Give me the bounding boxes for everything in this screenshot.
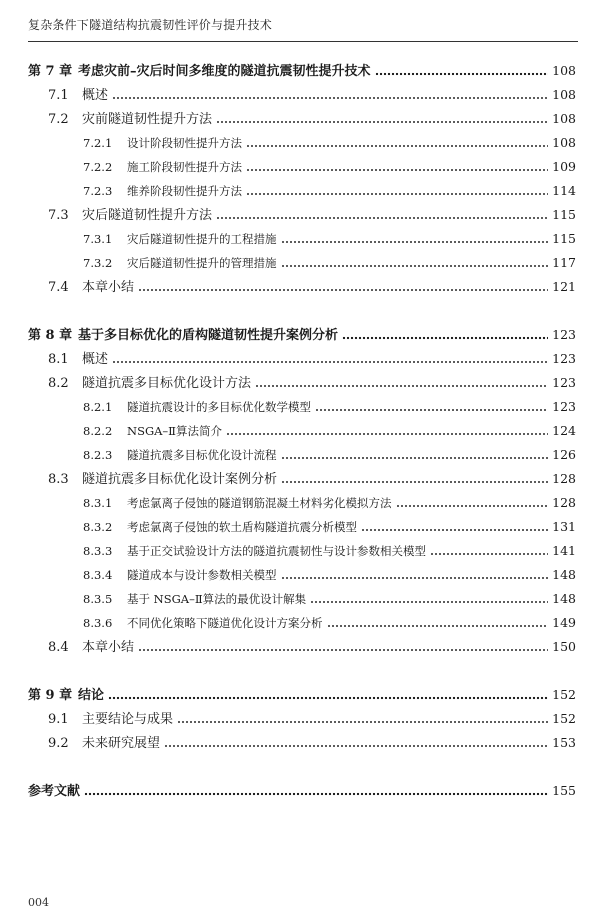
toc-entry-title: 概述	[82, 88, 109, 103]
toc-entry-title: 考虑氯离子侵蚀的软土盾构隧道抗震分析模型	[127, 520, 357, 534]
toc-page-number: 117	[552, 255, 576, 270]
toc-page-number: 141	[552, 543, 576, 558]
toc-page-number: 131	[552, 519, 576, 534]
toc-page-number: 128	[552, 471, 576, 486]
toc-entry-number: 8.3.5	[83, 592, 113, 606]
toc-page-number: 123	[552, 351, 576, 366]
toc-entry-number: 8.2.2	[83, 424, 113, 438]
toc-section-entry[interactable]	[48, 638, 576, 656]
toc-section-entry[interactable]	[48, 206, 576, 224]
toc-section-entry[interactable]	[48, 86, 576, 104]
toc-entry-title: 概述	[82, 352, 109, 367]
toc-entry-number: 9.2	[48, 736, 69, 751]
toc-dot-leader	[281, 576, 549, 580]
toc-dot-leader	[375, 72, 549, 76]
toc-dot-leader	[112, 96, 548, 100]
toc-dot-leader	[281, 456, 549, 460]
toc-page-number: 115	[552, 231, 576, 246]
toc-page-number: 124	[552, 423, 576, 438]
toc-entry-title: 施工阶段韧性提升方法	[127, 160, 242, 174]
toc-page-number: 109	[552, 159, 576, 174]
toc-entry-title: 隧道抗震多目标优化设计案例分析	[82, 472, 278, 487]
toc-chapter-entry[interactable]	[28, 326, 576, 344]
toc-entry-title: 灾后隧道韧性提升的工程措施	[127, 232, 277, 246]
toc-entry-number: 7.4	[48, 280, 69, 295]
toc-chapter-entry[interactable]	[28, 62, 576, 80]
toc-entry-title: 维养阶段韧性提升方法	[127, 184, 242, 198]
toc-entry-number: 8.1	[48, 352, 69, 367]
toc-subsection-entry[interactable]	[83, 590, 576, 608]
toc-dot-leader	[281, 264, 549, 268]
toc-entry-title: 未来研究展望	[82, 736, 161, 751]
toc-dot-leader	[246, 144, 548, 148]
toc-entry-number: 9.1	[48, 712, 69, 727]
toc-entry-title: 基于 NSGA–Ⅱ算法的最优设计解集	[127, 592, 307, 606]
toc-dot-leader	[112, 360, 548, 364]
toc-entry-title: 隧道抗震设计的多目标优化数学模型	[127, 400, 311, 414]
toc-entry-title: 设计阶段韧性提升方法	[127, 136, 242, 150]
toc-entry-title: 隧道抗震多目标优化设计流程	[127, 448, 277, 462]
toc-page-number: 114	[552, 183, 576, 198]
toc-section-entry[interactable]	[48, 374, 576, 392]
toc-entry-title: 基于正交试验设计方法的隧道抗震韧性与设计参数相关模型	[127, 544, 426, 558]
toc-dot-leader	[246, 192, 548, 196]
toc-page-number: 148	[552, 591, 576, 606]
toc-entry-title: NSGA–Ⅱ算法简介	[127, 424, 222, 438]
toc-entry-number: 7.2.2	[83, 160, 113, 174]
toc-dot-leader	[327, 624, 549, 628]
toc-entry-number: 8.4	[48, 640, 69, 655]
toc-entry-title: 灾后隧道韧性提升方法	[82, 208, 213, 223]
toc-entry-title: 结论	[78, 688, 105, 703]
toc-entry-title: 基于多目标优化的盾构隧道韧性提升案例分析	[78, 328, 339, 343]
toc-page-number: 115	[552, 207, 576, 222]
toc-subsection-entry[interactable]	[83, 542, 576, 560]
toc-entry-title: 灾后隧道韧性提升的管理措施	[127, 256, 277, 270]
toc-dot-leader	[342, 336, 548, 340]
toc-dot-leader	[361, 528, 548, 532]
toc-page-number: 108	[552, 87, 576, 102]
toc-entry-number: 8.3.1	[83, 496, 113, 510]
toc-entry-number: 7.2.3	[83, 184, 113, 198]
toc-subsection-entry[interactable]	[83, 398, 576, 416]
toc-chapter-entry[interactable]	[28, 686, 576, 704]
toc-dot-leader	[108, 696, 548, 700]
toc-subsection-entry[interactable]	[83, 494, 576, 512]
toc-entry-title: 考虑灾前–灾后时间多维度的隧道抗震韧性提升技术	[78, 64, 371, 79]
toc-section-entry[interactable]	[48, 734, 576, 752]
toc-dot-leader	[84, 792, 548, 796]
running-header: 复杂条件下隧道结构抗震韧性评价与提升技术	[28, 18, 273, 32]
toc-entry-title: 灾前隧道韧性提升方法	[82, 112, 213, 127]
toc-entry-title: 隧道成本与设计参数相关模型	[127, 568, 277, 582]
toc-entry-number: 8.3.3	[83, 544, 113, 558]
toc-dot-leader	[315, 408, 548, 412]
toc-dot-leader	[216, 216, 548, 220]
toc-page-number: 108	[552, 135, 576, 150]
toc-entry-title: 本章小结	[82, 280, 135, 295]
toc-subsection-entry[interactable]	[83, 566, 576, 584]
toc-section-entry[interactable]	[48, 110, 576, 128]
toc-page-number: 152	[552, 711, 576, 726]
toc-section-entry[interactable]	[48, 470, 576, 488]
header-rule	[28, 41, 578, 42]
toc-subsection-entry[interactable]	[83, 134, 576, 152]
toc-entry-title: 本章小结	[82, 640, 135, 655]
toc-section-entry[interactable]	[48, 350, 576, 368]
toc-entry-title: 主要结论与成果	[82, 712, 174, 727]
toc-entry-number: 第 9 章	[28, 688, 73, 703]
toc-page-number: 150	[552, 639, 576, 654]
toc-entry-number: 7.3	[48, 208, 69, 223]
toc-entry-number: 7.2.1	[83, 136, 113, 150]
toc-entry-title: 隧道抗震多目标优化设计方法	[82, 376, 252, 391]
toc-entry-number: 8.3.4	[83, 568, 113, 582]
toc-entry-number: 7.1	[48, 88, 69, 103]
toc-page-number: 128	[552, 495, 576, 510]
toc-dot-leader	[138, 288, 548, 292]
toc-page-number: 123	[552, 399, 576, 414]
toc-entry-number: 8.2.1	[83, 400, 113, 414]
toc-dot-leader	[216, 120, 548, 124]
toc-subsection-entry[interactable]	[83, 230, 576, 248]
toc-dot-leader	[396, 504, 549, 508]
toc-page-number: 152	[552, 687, 576, 702]
toc-entry-number: 8.3.6	[83, 616, 113, 630]
toc-subsection-entry[interactable]	[83, 422, 576, 440]
toc-chapter-entry[interactable]	[28, 782, 576, 800]
toc-page-number: 123	[552, 327, 576, 342]
toc-dot-leader	[255, 384, 548, 388]
toc-subsection-entry[interactable]	[83, 446, 576, 464]
toc-dot-leader	[281, 480, 548, 484]
toc-entry-title: 考虑氯离子侵蚀的隧道钢筋混凝土材料劣化模拟方法	[127, 496, 392, 510]
toc-page-number: 148	[552, 567, 576, 582]
toc-page-number: 123	[552, 375, 576, 390]
toc-subsection-entry[interactable]	[83, 254, 576, 272]
toc-entry-number: 8.3.2	[83, 520, 113, 534]
toc-entry-number: 第 7 章	[28, 64, 73, 79]
toc-subsection-entry[interactable]	[83, 158, 576, 176]
toc-dot-leader	[164, 744, 548, 748]
toc-section-entry[interactable]	[48, 278, 576, 296]
toc-page-number: 108	[552, 63, 576, 78]
toc-subsection-entry[interactable]	[83, 182, 576, 200]
toc-section-entry[interactable]	[48, 710, 576, 728]
toc-entry-number: 8.3	[48, 472, 69, 487]
toc-dot-leader	[246, 168, 548, 172]
toc-page-number: 121	[552, 279, 576, 294]
toc-page-number: 149	[552, 615, 576, 630]
toc-entry-title: 参考文献	[28, 784, 81, 799]
toc-entry-number: 7.3.2	[83, 256, 113, 270]
page-number: 004	[28, 896, 49, 909]
toc-entry-number: 7.3.1	[83, 232, 113, 246]
toc-entry-title: 不同优化策略下隧道优化设计方案分析	[127, 616, 323, 630]
toc-page-number: 108	[552, 111, 576, 126]
toc-dot-leader	[281, 240, 549, 244]
toc-dot-leader	[430, 552, 548, 556]
toc-dot-leader	[177, 720, 548, 724]
toc-subsection-entry[interactable]	[83, 518, 576, 536]
toc-entry-number: 8.2	[48, 376, 69, 391]
toc-page-number: 155	[552, 783, 576, 798]
toc-entry-number: 8.2.3	[83, 448, 113, 462]
toc-dot-leader	[310, 600, 548, 604]
toc-dot-leader	[138, 648, 548, 652]
toc-dot-leader	[226, 432, 548, 436]
toc-entry-number: 第 8 章	[28, 328, 73, 343]
toc-subsection-entry[interactable]	[83, 614, 576, 632]
toc-page-number: 126	[552, 447, 576, 462]
toc-page-number: 153	[552, 735, 576, 750]
toc-entry-number: 7.2	[48, 112, 69, 127]
